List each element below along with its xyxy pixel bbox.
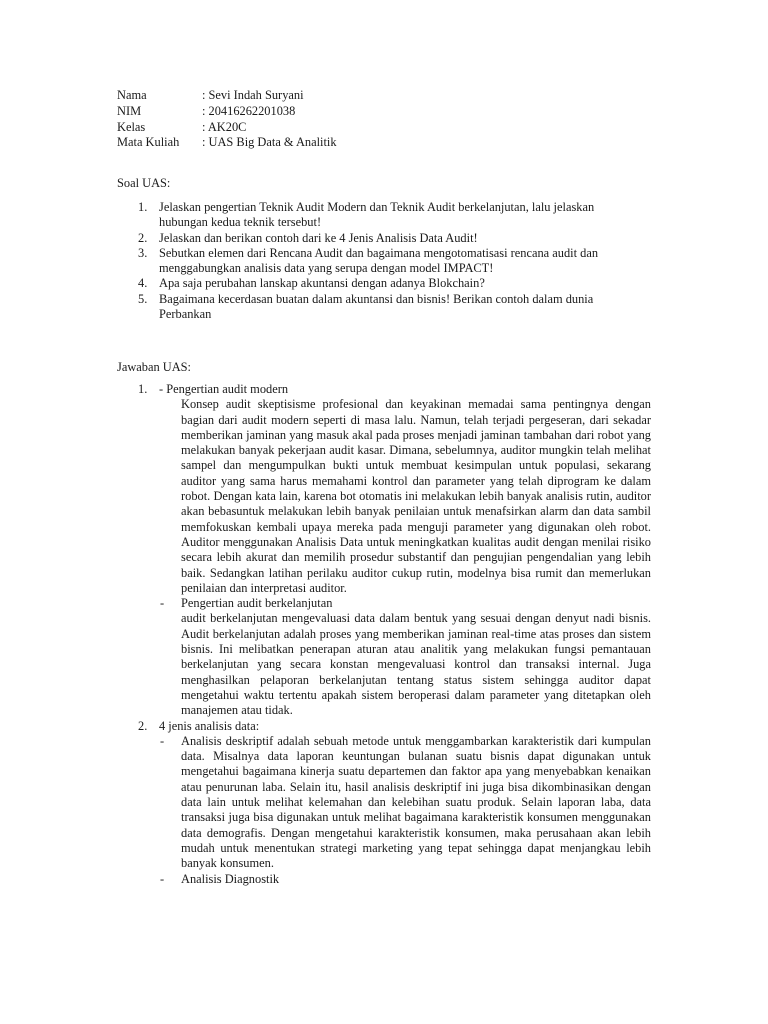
question-number: 4. — [138, 276, 148, 291]
question-number: 3. — [138, 245, 148, 260]
info-value: : UAS Big Data & Analitik — [202, 135, 337, 150]
info-label: NIM — [117, 103, 142, 118]
answer-1 — [138, 382, 653, 719]
answer-number: 1. — [138, 382, 148, 396]
answer-2-title: 4 jenis analisis data: — [159, 718, 260, 733]
jawaban-heading: Jawaban UAS: — [117, 360, 191, 374]
info-value: : Sevi Indah Suryani — [202, 88, 304, 102]
info-row-nama — [117, 88, 337, 104]
question-number: 5. — [138, 291, 148, 306]
question-item — [138, 200, 628, 231]
info-value: : 20416262201038 — [202, 103, 296, 118]
info-value: : AK20C — [202, 119, 247, 134]
info-row-kelas — [117, 120, 337, 136]
answer-2-sub-deskriptif — [138, 734, 653, 872]
question-text: Jelaskan dan berikan contoh dari ke 4 Jenis Analisis Data Audit! — [159, 230, 478, 245]
info-label: Mata Kuliah — [117, 135, 180, 150]
bullet-dash: - — [160, 596, 165, 611]
answer-2-sub-diagnostik — [138, 872, 653, 887]
info-label: Nama — [117, 88, 147, 102]
info-row-nim — [117, 104, 337, 120]
question-item — [138, 292, 628, 323]
answer-2-paragraph-deskriptif: Analisis deskriptif adalah sebuah metode untuk menggambarkan karakteristik dari kumpulan data. Misalnya data laporan keuntungan bulanan suatu bisnis dapat digunakan untuk mengetahui bagaimana kinerja suatu departemen dan faktor apa yang menyebabkan kenaikan atau penurunan laba. Selain itu, hasil analisis deskriptif ini juga bisa dikombinasikan dengan data lain untuk melihat kelemahan dan kelebihan suatu produk. Selain laporan laba, data transaksi juga bisa digunakan untuk melihat bagaimana karakteristik konsumen menggunakan data demografis. Dengan mengetahui karakteristik konsumen, maka perusahaan akan lebih mudah untuk menentukan strategi marketing yang tepat sehingga dapat menjangkau lebih banyak konsumen. — [181, 733, 651, 871]
info-label: Kelas — [117, 119, 146, 134]
answer-2-subtitle-diagnostik: Analisis Diagnostik — [181, 871, 280, 886]
question-text: Bagaimana kecerdasan buatan dalam akuntansi dan bisnis! Berikan contoh dalam dunia Perbankan — [159, 291, 594, 322]
answer-1-paragraph-berkelanjutan: audit berkelanjutan mengevaluasi data dalam bentuk yang sesuai dengan denyut nadi bisnis. Audit berkelanjutan adalah proses yang memberikan jaminan real-time atas proses dan sistem bisnis. Ini melibatkan penerapan aturan atau analitik yang melakukan fungsi pemantauan berkelanjutan yang secara konstan mengevaluasi kontrol dan transaksi internal. Juga menghasilkan pelaporan berkelanjutan tentang status sistem sehingga auditor dapat mengetahui waktu tertentu apakah sistem beroperasi dalam parameter yang ditetapkan oleh manajemen atau tidak. — [181, 611, 651, 718]
soal-heading: Soal UAS: — [117, 176, 171, 190]
info-row-mata-kuliah — [117, 135, 337, 151]
answer-list — [138, 382, 653, 887]
answer-1-sub-berkelanjutan — [138, 596, 653, 611]
question-number: 1. — [138, 200, 148, 214]
answer-number: 2. — [138, 718, 148, 733]
question-item — [138, 231, 628, 246]
answer-1-subtitle: Pengertian audit berkelanjutan — [181, 596, 333, 611]
question-text: Apa saja perubahan lanskap akuntansi dengan adanya Blokchain? — [159, 276, 485, 291]
question-text: Jelaskan pengertian Teknik Audit Modern dan Teknik Audit berkelanjutan, lalu jelaskan hubungan kedua teknik tersebut! — [159, 200, 595, 230]
question-item — [138, 276, 628, 291]
bullet-dash: - — [160, 733, 165, 748]
answer-2 — [138, 719, 653, 887]
bullet-dash: - — [160, 871, 165, 886]
answer-1-paragraph-modern: Konsep audit skeptisisme profesional dan keyakinan memadai sama pentingnya dengan bagian dari audit modern seperti di masa lalu. Namun, telah terjadi pergeseran, dari sekadar memberikan jaminan yang masuk akal pada proses menjadi jaminan tambahan dari robot yang melakukan banyak pekerjaan audit kasar. Dimana, sebelumnya, auditor mungkin telah melihat sampel dan mengumpulkan bukti untuk membuat kesimpulan untuk populasi, sekarang auditor yang sama harus memahami kontrol dan parameter yang telah diprogram ke dalam robot. Dengan kata lain, karena bot otomatis ini melakukan lebih banyak analisis rutin, auditor akan bebasuntuk melakukan lebih banyak penilaian untuk menafsirkan alarm dan data sambil memfokuskan kembali upaya mereka pada menguji parameter yang digunakan oleh robot. Auditor menggunakan Analisis Data untuk meningkatkan kualitas audit dengan menilai risiko secara lebih akurat dan memilih prosedur substantif dan pengujian pengendalian yang lebih baik. Sedangkan latihan perilaku auditor cukup rutin, modelnya bisa rumit dan memerlukan penilaian dan interpretasi auditor. — [181, 397, 651, 595]
question-number: 2. — [138, 230, 148, 245]
student-info — [117, 88, 337, 151]
question-text: Sebutkan elemen dari Rencana Audit dan bagaimana mengotomatisasi rencana audit dan menggabungkan analisis data yang serupa dengan model IMPACT! — [159, 245, 599, 276]
question-item — [138, 246, 628, 277]
answer-1-title: - Pengertian audit modern — [159, 382, 289, 396]
question-list — [138, 200, 628, 322]
